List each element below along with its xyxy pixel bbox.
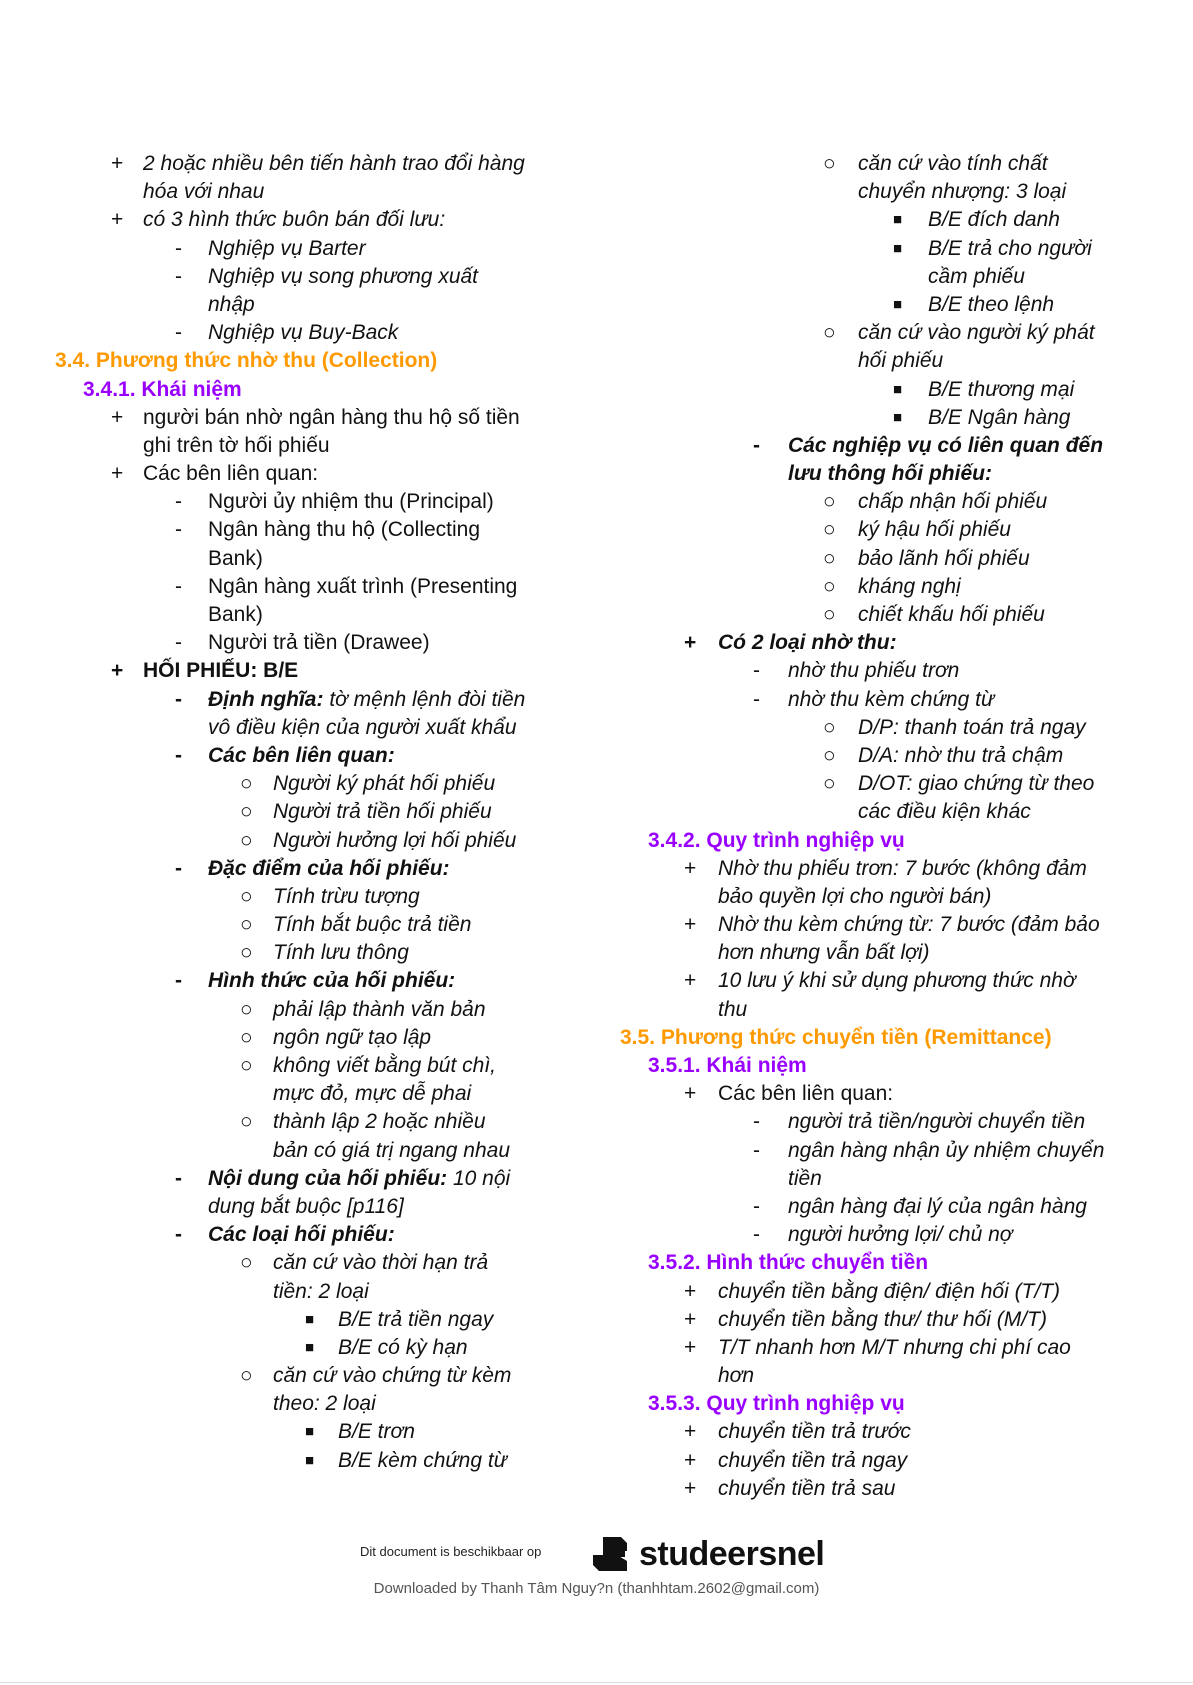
circle-bullet: ○: [240, 828, 253, 852]
plus-bullet: +: [684, 913, 697, 937]
text-line: mực đỏ, mực dễ phai: [273, 1082, 472, 1106]
text-line: Các bên liên quan:: [143, 462, 319, 486]
circle-bullet: ○: [240, 1364, 253, 1388]
text-line: Tính trừu tượng: [273, 884, 420, 908]
text-line: Tính bắt buộc trả tiền: [273, 913, 472, 937]
plus-bullet: +: [684, 1420, 697, 1444]
text-line: theo: 2 loại: [273, 1392, 376, 1416]
text-line: ghi trên tờ hối phiếu: [143, 433, 330, 457]
circle-bullet: ○: [823, 546, 836, 570]
text-line: Người trả tiền hối phiếu: [273, 800, 492, 824]
dash-bullet: -: [175, 1223, 182, 1247]
text-line: HỐI PHIẾU: B/E: [143, 659, 299, 683]
availability-note: Dit document is beschikbaar op: [360, 1544, 542, 1559]
text-line: người bán nhờ ngân hàng thu hộ số tiền: [143, 405, 520, 429]
text-line: thu: [718, 997, 748, 1021]
dash-bullet: -: [175, 321, 182, 345]
text-line: nhờ thu kèm chứng từ: [788, 687, 995, 711]
right-column: [617, 150, 1114, 1503]
circle-bullet: ○: [240, 772, 253, 796]
circle-bullet: ○: [823, 490, 836, 514]
square-bullet: ■: [305, 1423, 315, 1441]
plus-bullet: +: [684, 1279, 697, 1303]
subsection-heading: 3.5.1. Khái niệm: [648, 1054, 807, 1077]
dash-bullet: -: [175, 631, 182, 655]
plus-bullet: +: [684, 1082, 697, 1106]
plus-bullet: +: [111, 659, 124, 683]
dash-bullet: -: [753, 687, 760, 711]
text-line: Có 2 loại nhờ thu:: [718, 631, 897, 655]
plus-bullet: +: [684, 1335, 697, 1359]
text-line: phải lập thành văn bản: [273, 997, 486, 1021]
text-line: Hình thức của hối phiếu:: [208, 969, 456, 993]
text-line: chuyển tiền bằng điện/ điện hối (T/T): [718, 1279, 1061, 1303]
text-line: nhập: [208, 292, 255, 316]
circle-bullet: ○: [823, 715, 836, 739]
text-line: nhờ thu phiếu trơn: [788, 659, 960, 683]
dash-bullet: -: [175, 264, 182, 288]
square-bullet: ■: [893, 380, 903, 398]
text-line: thành lập 2 hoặc nhiều: [273, 1110, 486, 1134]
square-bullet: ■: [305, 1451, 315, 1469]
text-line: Người hưởng lợi hối phiếu: [273, 828, 517, 852]
circle-bullet: ○: [240, 1054, 253, 1077]
text-line: chuyển tiền trả sau: [718, 1476, 896, 1500]
text-line: tiền: 2 loại: [273, 1279, 369, 1303]
text-line: kháng nghị: [858, 574, 961, 598]
dash-bullet: -: [753, 1138, 760, 1162]
circle-bullet: ○: [823, 743, 836, 767]
page-bottom-border: [0, 1682, 1193, 1683]
text-line: Người ủy nhiệm thu (Principal): [208, 490, 494, 514]
text-line: Nghiệp vụ Buy-Back: [208, 321, 399, 345]
text-line: Nhờ thu kèm chứng từ: 7 bước (đảm bảo: [718, 913, 1100, 937]
dash-bullet: -: [175, 518, 182, 542]
circle-bullet: ○: [823, 772, 836, 796]
text-line: Ngân hàng xuất trình (Presenting: [208, 574, 518, 598]
text-line: ngân hàng đại lý của ngân hàng: [788, 1194, 1087, 1218]
text-line: Nhờ thu phiếu trơn: 7 bước (không đảm: [718, 856, 1087, 880]
plus-bullet: +: [111, 208, 124, 232]
term: Định nghĩa:: [208, 687, 324, 711]
brand-name: studeersnel: [639, 1534, 825, 1573]
dash-bullet: -: [175, 574, 182, 598]
text-line: hơn: [718, 1364, 755, 1388]
text-line: căn cứ vào người ký phát: [858, 321, 1095, 345]
square-bullet: ■: [893, 408, 903, 426]
square-bullet: ■: [893, 295, 903, 313]
text-line: bảo quyền lợi cho người bán): [718, 884, 992, 908]
text-line: B/E Ngân hàng: [928, 405, 1071, 429]
text-line: T/T nhanh hơn M/T nhưng chi phí cao: [718, 1335, 1071, 1359]
text-line: các điều kiện khác: [858, 800, 1031, 824]
text-line: căn cứ vào chứng từ kèm: [273, 1364, 512, 1388]
text-line: B/E kèm chứng từ: [338, 1448, 508, 1472]
text-line: chuyển tiền bằng thư/ thư hối (M/T): [718, 1307, 1047, 1331]
text-line: Người trả tiền (Drawee): [208, 631, 430, 655]
dash-bullet: -: [175, 1166, 182, 1190]
square-bullet: ■: [305, 1338, 315, 1356]
term: Nội dung của hối phiếu:: [208, 1166, 448, 1190]
text-line: tiền: [788, 1166, 822, 1190]
text-line: Bank): [208, 546, 263, 570]
text-line: chuyển tiền trả ngay: [718, 1448, 908, 1472]
text-line: Nghiệp vụ Barter: [208, 236, 366, 260]
subsection-heading: 3.4.2. Quy trình nghiệp vụ: [648, 828, 905, 852]
dash-bullet: -: [753, 1110, 760, 1134]
plus-bullet: +: [684, 1307, 697, 1331]
circle-bullet: ○: [240, 913, 253, 937]
dash-bullet: -: [175, 236, 182, 260]
text-line: cầm phiếu: [928, 264, 1025, 288]
text-line: Bank): [208, 603, 263, 626]
dash-bullet: -: [753, 659, 760, 683]
text-line: người hưởng lợi/ chủ nợ: [788, 1223, 1013, 1247]
text-line: chuyển nhượng: 3 loại: [858, 180, 1067, 204]
studeersnel-logo-icon: [587, 1531, 633, 1577]
text-line: B/E đích danh: [928, 208, 1060, 232]
text-line: D/OT: giao chứng từ theo: [858, 772, 1095, 796]
plus-bullet: +: [111, 152, 124, 175]
circle-bullet: ○: [240, 1251, 253, 1275]
dash-bullet: -: [175, 856, 182, 880]
circle-bullet: ○: [240, 1110, 253, 1134]
dash-bullet: -: [175, 490, 182, 514]
text-line: Ngân hàng thu hộ (Collecting: [208, 518, 481, 542]
studeersnel-logo[interactable]: [587, 1530, 824, 1578]
subsection-heading: 3.5.2. Hình thức chuyển tiền: [648, 1251, 929, 1275]
text-line: B/E trả cho người: [928, 236, 1092, 260]
download-note: Downloaded by Thanh Tâm Nguy?n (thanhhtam.2602@gmail.com): [373, 1580, 820, 1597]
text-line: căn cứ vào thời hạn trả: [273, 1251, 489, 1275]
dash-bullet: -: [753, 1194, 760, 1218]
plus-bullet: +: [111, 405, 124, 429]
dash-bullet: -: [175, 743, 182, 767]
text-line: B/E theo lệnh: [928, 292, 1055, 316]
text-line: lưu thông hối phiếu:: [788, 462, 992, 486]
text-line: Đặc điểm của hối phiếu:: [208, 856, 450, 880]
text-line: vô điều kiện của người xuất khẩu: [208, 715, 517, 739]
text-line: người trả tiền/người chuyển tiền: [788, 1110, 1086, 1134]
text-line: chiết khấu hối phiếu: [858, 603, 1045, 626]
circle-bullet: ○: [823, 603, 836, 626]
circle-bullet: ○: [240, 941, 253, 965]
text-line: Các bên liên quan:: [208, 743, 395, 767]
text-line: có 3 hình thức buôn bán đối lưu:: [143, 208, 446, 232]
text-line: Nội dung của hối phiếu: 10 nội: [208, 1166, 511, 1190]
section-heading: 3.5. Phương thức chuyển tiền (Remittance): [620, 1025, 1052, 1049]
text-line: không viết bằng bút chì,: [273, 1054, 496, 1077]
text-line: bảo lãnh hối phiếu: [858, 546, 1030, 570]
subsection-heading: 3.5.3. Quy trình nghiệp vụ: [648, 1392, 905, 1416]
plus-bullet: +: [684, 1476, 697, 1500]
text-line: B/E thương mại: [928, 377, 1075, 401]
square-bullet: ■: [893, 239, 903, 257]
text-line: B/E trơn: [338, 1420, 415, 1444]
text-line: Nghiệp vụ song phương xuất: [208, 264, 479, 288]
text-line: căn cứ vào tính chất: [858, 152, 1048, 175]
circle-bullet: ○: [240, 800, 253, 824]
text-line: hơn nhưng vẫn bất lợi): [718, 941, 930, 965]
text-line: Các nghiệp vụ có liên quan đến: [788, 433, 1104, 457]
circle-bullet: ○: [240, 884, 253, 908]
plus-bullet: +: [684, 1448, 697, 1472]
text-line: Các bên liên quan:: [718, 1082, 894, 1106]
text-line: 10 lưu ý khi sử dụng phương thức nhờ: [718, 969, 1076, 993]
left-column: [55, 150, 550, 1475]
circle-bullet: ○: [240, 997, 253, 1021]
text-line: D/A: nhờ thu trả chậm: [858, 743, 1064, 767]
plus-bullet: +: [684, 856, 697, 880]
text-line: dung bắt buộc [p116]: [208, 1194, 404, 1218]
text-line: Tính lưu thông: [273, 941, 409, 965]
circle-bullet: ○: [823, 574, 836, 598]
text-line: bản có giá trị ngang nhau: [273, 1138, 511, 1162]
square-bullet: ■: [893, 211, 903, 229]
text-line: B/E có kỳ hạn: [338, 1335, 468, 1359]
text-line: ký hậu hối phiếu: [858, 518, 1011, 542]
text-line: chấp nhận hối phiếu: [858, 490, 1048, 514]
text-line: 2 hoặc nhiều bên tiến hành trao đổi hàng: [143, 152, 525, 175]
text-line: chuyển tiền trả trước: [718, 1420, 911, 1444]
text-line: Các loại hối phiếu:: [208, 1223, 395, 1247]
text-line: B/E trả tiền ngay: [338, 1307, 494, 1331]
text-line: Người ký phát hối phiếu: [273, 772, 496, 796]
subsection-heading: 3.4.1. Khái niệm: [83, 377, 242, 401]
plus-bullet: +: [684, 631, 697, 655]
square-bullet: ■: [305, 1310, 315, 1328]
circle-bullet: ○: [240, 1025, 253, 1049]
circle-bullet: ○: [823, 321, 836, 345]
text-line: Định nghĩa: tờ mệnh lệnh đòi tiền: [208, 687, 526, 711]
text-line: hối phiếu: [858, 349, 944, 373]
text-line: ngân hàng nhận ủy nhiệm chuyển: [788, 1138, 1105, 1162]
text-line: ngôn ngữ tạo lập: [273, 1025, 432, 1049]
plus-bullet: +: [111, 462, 124, 486]
text-line: hóa với nhau: [143, 180, 265, 204]
dash-bullet: -: [175, 687, 182, 711]
section-heading: 3.4. Phương thức nhờ thu (Collection): [55, 349, 438, 373]
plus-bullet: +: [684, 969, 697, 993]
dash-bullet: -: [753, 433, 760, 457]
dash-bullet: -: [175, 969, 182, 993]
circle-bullet: ○: [823, 152, 836, 175]
text-line: D/P: thanh toán trả ngay: [858, 715, 1086, 739]
dash-bullet: -: [753, 1223, 760, 1247]
circle-bullet: ○: [823, 518, 836, 542]
